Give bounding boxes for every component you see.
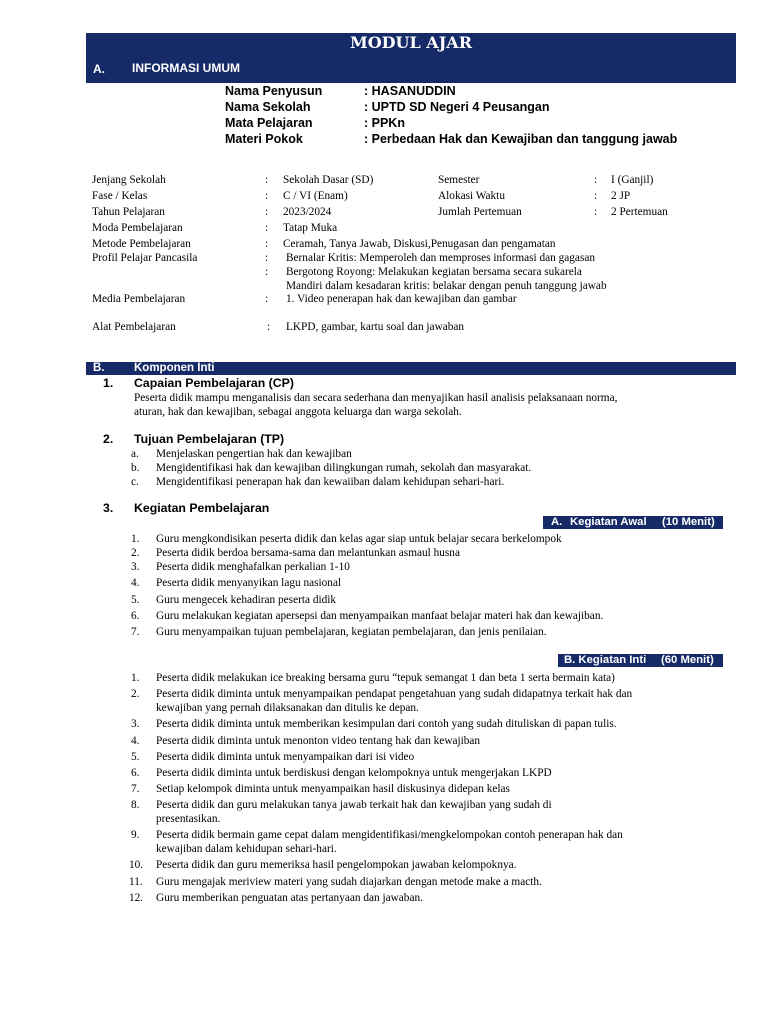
item-text: Peserta didik dan guru memeriksa hasil pengelompokan jawaban kelompoknya.	[156, 859, 517, 871]
item-text: Mengidentifikasi penerapan hak dan kewaiiban dalam kehidupan sehari-hari.	[156, 476, 505, 488]
detail-value: LKPD, gambar, kartu soal dan jawaban	[286, 321, 465, 333]
item-marker: 1.	[131, 672, 140, 684]
detail-colon: :	[265, 206, 269, 218]
subject-row	[225, 115, 745, 131]
detail-value: Ceramah, Tanya Jawab, Diskusi,Penugasan dan pengamatan	[283, 238, 556, 250]
item-marker: 4.	[131, 735, 140, 747]
item-marker: 4.	[131, 577, 140, 589]
detail-value: Sekolah Dasar (SD)	[283, 174, 374, 186]
detail-label: Profil Pelajar Pancasila	[92, 252, 198, 264]
detail-value-2: 2 Pertemuan	[611, 206, 668, 218]
item-marker: 2.	[131, 688, 140, 700]
detail-value: Bernalar Kritis: Memperoleh dan memproses informasi dan gagasan	[286, 252, 596, 264]
item-marker: 8.	[131, 799, 140, 811]
item-marker: b.	[131, 462, 140, 474]
detail-value: 1. Video penerapan hak dan kewajiban dan gambar	[286, 293, 517, 305]
item-text: Guru mengajak meriview materi yang sudah diajarkan dengan metode make a macth.	[156, 876, 542, 888]
item-marker: a.	[131, 448, 139, 460]
detail-label-2: Semester	[438, 174, 480, 186]
item-text: Peserta didik diminta untuk menyampaikan dari isi video	[156, 751, 415, 763]
item-text: Guru memberikan penguatan atas pertanyaan dan jawaban.	[156, 892, 423, 904]
detail-label: Tahun Pelajaran	[92, 206, 165, 218]
detail-colon-2: :	[594, 190, 598, 202]
detail-value-2: I (Ganjil)	[611, 174, 654, 186]
detail-colon: :	[265, 293, 269, 305]
author-row	[225, 83, 745, 99]
item-marker: 3.	[131, 718, 140, 730]
item-marker: 9.	[131, 829, 140, 841]
detail-label: Alat Pembelajaran	[92, 321, 176, 333]
section-b-bar	[86, 362, 736, 375]
detail-label: Moda Pembelajaran	[92, 222, 183, 234]
item-text: Guru melakukan kegiatan apersepsi dan menyampaikan manfaat belajar materi hak dan kewajiban.	[156, 610, 604, 622]
detail-value: C / VI (Enam)	[283, 190, 348, 202]
subject-value: : PPKn	[364, 116, 405, 130]
pill-time: (60 Menit)	[661, 654, 714, 666]
item-text: Mengidentifikasi hak dan kewajiban dilingkungan rumah, sekolah dan masyarakat.	[156, 462, 532, 474]
topic-row	[225, 131, 745, 147]
tp-number: 2.	[103, 432, 114, 446]
item-text: Peserta didik melakukan ice breaking bersama guru “tepuk semangat 1 dan beta 1 serta bermain kata)	[156, 672, 615, 684]
pill-title: Kegiatan Awal	[570, 516, 647, 528]
item-marker: 10.	[129, 859, 144, 871]
item-text: Peserta didik berdoa bersama-sama dan melantunkan asmaul husna	[156, 547, 460, 559]
item-text: Guru mengkondisikan peserta didik dan kelas agar siap untuk belajar secara berkelompok	[156, 533, 562, 545]
title-banner	[86, 33, 736, 83]
detail-colon: :	[265, 174, 269, 186]
detail-value: Tatap Muka	[283, 222, 338, 234]
item-text: Peserta didik menghafalkan perkalian 1-10	[156, 561, 350, 573]
detail-colon-2: :	[594, 174, 598, 186]
detail-colon: :	[265, 190, 269, 202]
page-title: MODUL AJAR	[350, 33, 472, 52]
detail-row	[0, 320, 680, 334]
item-marker: 3.	[131, 561, 140, 573]
section-b-letter: B.	[93, 362, 105, 374]
detail-label: Fase / Kelas	[92, 190, 148, 202]
cp-line-2: aturan, hak dan kewajiban, sebagai anggota keluarga dan warga sekolah.	[134, 406, 462, 418]
section-a-title: INFORMASI UMUM	[132, 61, 240, 75]
item-marker: c.	[131, 476, 139, 488]
kegiatan-heading: Kegiatan Pembelajaran	[134, 501, 270, 515]
item-text: Peserta didik diminta untuk berdiskusi dengan kelompoknya untuk mengerjakan LKPD	[156, 767, 552, 779]
detail-value: 2023/2024	[283, 206, 332, 218]
detail-colon: :	[265, 238, 269, 250]
pill-title: B. Kegiatan Inti	[564, 654, 647, 666]
school-value: : UPTD SD Negeri 4 Peusangan	[364, 100, 550, 114]
item-marker: 6.	[131, 610, 140, 622]
detail-row	[0, 189, 680, 203]
item-marker: 12.	[129, 892, 144, 904]
item-text: Setiap kelompok diminta untuk menyampaikan hasil diskusinya didepan kelas	[156, 783, 510, 795]
item-text: Peserta didik menyanyikan lagu nasional	[156, 577, 342, 589]
school-label: Nama Sekolah	[225, 100, 311, 114]
item-marker: 1.	[131, 533, 140, 545]
item-text: Peserta didik bermain game cepat dalam mengidentifikasi/mengkelompokan contoh penerapan hak dan	[156, 829, 623, 841]
item-marker: 5.	[131, 751, 140, 763]
item-marker: 11.	[129, 876, 143, 888]
detail-value: Bergotong Royong: Melakukan kegiatan bersama secara sukarela	[286, 266, 582, 278]
item-marker: 6.	[131, 767, 140, 779]
item-text: Peserta didik diminta untuk memberikan kesimpulan dari contoh yang sudah dituliskan di papan tulis.	[156, 718, 617, 730]
school-row	[225, 99, 745, 115]
section-b-title: Komponen Inti	[134, 362, 215, 374]
detail-label: Jenjang Sekolah	[92, 174, 166, 186]
cp-line-1: Peserta didik mampu menganalisis dan secara sederhana dan menyajikan hasil analisis pelaksanaan norma,	[134, 392, 618, 404]
item-text: Peserta didik diminta untuk menonton video tentang hak dan kewajiban	[156, 735, 481, 747]
author-label: Nama Penyusun	[225, 84, 323, 98]
detail-colon: :	[265, 222, 269, 234]
pill-time: (10 Menit)	[662, 516, 715, 528]
kegiatan-inti-pill	[558, 654, 723, 667]
pill-letter: A.	[551, 516, 563, 528]
detail-label: Media Pembelajaran	[92, 293, 186, 305]
item-marker: 7.	[131, 626, 140, 638]
detail-row	[0, 205, 680, 219]
detail-colon: :	[267, 321, 271, 333]
detail-value: Mandiri dalam kesadaran kritis: belakar dengan penuh tanggung jawab	[286, 280, 607, 292]
detail-row	[0, 237, 680, 251]
detail-row	[0, 221, 680, 235]
kegiatan-awal-pill	[543, 516, 723, 529]
item-marker: 2.	[131, 547, 140, 559]
item-text: presentasikan.	[156, 813, 221, 825]
section-a-letter: A.	[93, 62, 105, 76]
detail-label: Metode Pembelajaran	[92, 238, 191, 250]
detail-colon: :	[265, 266, 269, 278]
cp-heading: Capaian Pembelajaran (CP)	[134, 376, 294, 390]
topic-label: Materi Pokok	[225, 132, 303, 146]
item-text: Peserta didik diminta untuk menyampaikan pendapat pengetahuan yang sudah didapatnya terkait hak dan	[156, 688, 633, 700]
detail-row	[0, 279, 680, 293]
item-text: Guru menyampaikan tujuan pembelajaran, kegiatan pembelajaran, dan jenis penilaian.	[156, 626, 547, 638]
item-text: kewajiban dalam kehidupan sehari-hari.	[156, 843, 337, 855]
item-text: kewajiban yang pernah dilaksanakan dan ditulis ke depan.	[156, 702, 419, 714]
detail-value-2: 2 JP	[611, 190, 631, 202]
tp-heading: Tujuan Pembelajaran (TP)	[134, 432, 285, 446]
cp-number: 1.	[103, 376, 114, 390]
detail-label-2: Alokasi Waktu	[438, 190, 505, 202]
item-marker: 5.	[131, 594, 140, 606]
item-text: Guru mengecek kehadiran peserta didik	[156, 594, 337, 606]
detail-row	[0, 265, 680, 279]
topic-value: : Perbedaan Hak dan Kewajiban dan tanggung jawab	[364, 132, 678, 146]
detail-colon-2: :	[594, 206, 598, 218]
detail-colon: :	[265, 252, 269, 264]
item-marker: 7.	[131, 783, 140, 795]
item-text: Peserta didik dan guru melakukan tanya jawab terkait hak dan kewajiban yang sudah di	[156, 799, 552, 811]
author-value: : HASANUDDIN	[364, 84, 456, 98]
detail-row	[0, 251, 680, 265]
subject-label: Mata Pelajaran	[225, 116, 313, 130]
item-text: Menjelaskan pengertian hak dan kewajiban	[156, 448, 352, 460]
detail-label-2: Jumlah Pertemuan	[438, 206, 522, 218]
kegiatan-number: 3.	[103, 501, 114, 515]
detail-row	[0, 173, 680, 187]
detail-row	[0, 292, 680, 306]
